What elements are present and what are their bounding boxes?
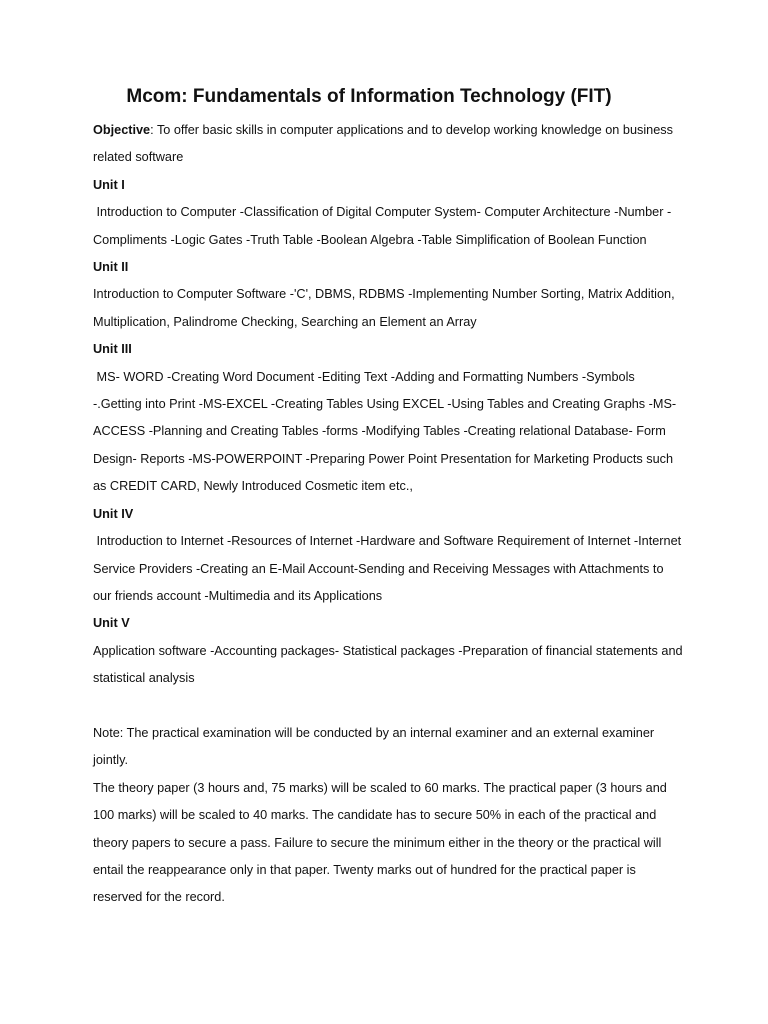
- unit-3-heading: Unit III: [93, 342, 132, 357]
- document-body: [93, 117, 687, 912]
- objective-text: : To offer basic skills in computer applications and to develop working knowledge on business related software: [93, 123, 673, 165]
- scheme-paragraph: The theory paper (3 hours and, 75 marks) will be scaled to 60 marks. The practical paper (3 hours and 100 marks) will be scaled to 40 marks. The candidate has to secure 50% in each of the practical and theory papers to secure a pass. Failure to secure the minimum either in the theory or the practical will entail the reappearance only in that paper. Twenty marks out of hundred for the practical paper is reserved for the record.: [93, 780, 667, 905]
- document-title: Mcom: Fundamentals of Information Technology (FIT): [126, 86, 612, 107]
- unit-5-heading: Unit V: [93, 616, 130, 631]
- unit-2-text: Introduction to Computer Software -'C', DBMS, RDBMS -Implementing Number Sorting, Matrix Addition, Multiplication, Palindrome Checking, Searching an Element an Array: [93, 287, 679, 329]
- objective-label: Objective: [93, 123, 151, 137]
- unit-4-text: Introduction to Internet -Resources of Internet -Hardware and Software Requirement of Internet -Internet Service Providers -Creating an E-Mail Account-Sending and Receiving Messages with Attachments to our friends account -Multimedia and its Applications: [93, 534, 685, 603]
- section-spacer: [93, 693, 683, 720]
- note-paragraph: Note: The practical examination will be conducted by an internal examiner and an external examiner jointly.: [93, 725, 655, 768]
- unit-4-heading: Unit IV: [93, 506, 134, 521]
- unit-2-heading: Unit II: [93, 260, 129, 275]
- unit-3-text: MS- WORD -Creating Word Document -Editing Text -Adding and Formatting Numbers -Symbols -.Getting into Print -MS-EXCEL -Creating Tables Using EXCEL -Using Tables and Creating Graphs -MS-ACCESS -Planning and Creating Tables -forms -Modifying Tables -Creating relational Database- Form Design- Reports -MS-POWERPOINT -Preparing Power Point Presentation for Marketing Products such as CREDIT CARD, Newly Introduced Cosmetic item etc.,: [93, 369, 677, 494]
- unit-5-text: Application software -Accounting packages- Statistical packages -Preparation of financial statements and statistical analysis: [93, 643, 687, 686]
- unit-1-text: Introduction to Computer -Classification of Digital Computer System- Computer Architecture -Number -Compliments -Logic Gates -Truth Table -Boolean Algebra -Table Simplification of Boolean Function: [93, 205, 672, 247]
- unit-1-heading: Unit I: [93, 177, 125, 192]
- objective-paragraph: [93, 117, 683, 172]
